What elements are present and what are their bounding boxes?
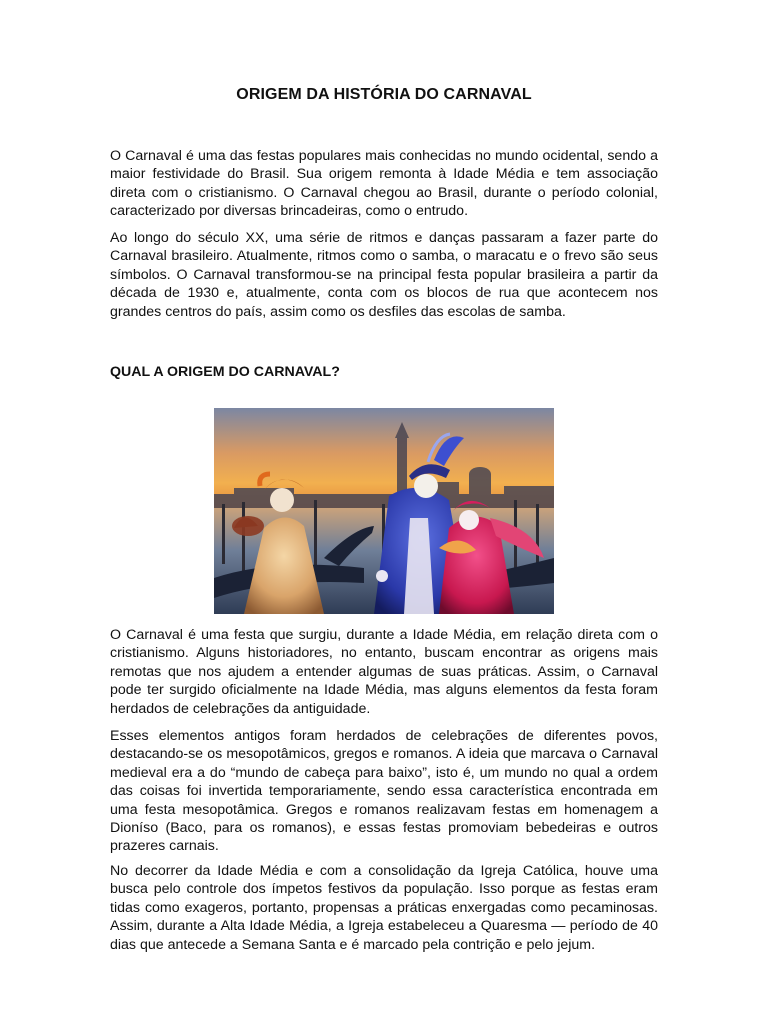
section-heading: QUAL A ORIGEM DO CARNAVAL?: [110, 364, 340, 380]
section-paragraph-2: Esses elementos antigos foram herdados de celebrações de diferentes povos, destacando-se os mesopotâmicos, gregos e romanos. A ideia que marcava o Carnaval medieval era a do “mundo de cabeça para baixo”, isto é, um mundo no qual a ordem das coisas foi invertida temporariamente, sendo essa característica encontrada em uma festa mesopotâmica. Gregos e romanos realizavam festas em homenagem a Dioníso (Baco, para os romanos), e essas festas promoviam bebedeiras e outros prazeres carnais.: [110, 728, 658, 855]
venice-carnival-photo: [214, 408, 554, 614]
intro-paragraph-2: Ao longo do século XX, uma série de ritmos e danças passaram a fazer parte do Carnaval brasileiro. Atualmente, ritmos como o samba, o maracatu e o frevo são seus símbolos. O Carnaval transformou-se na principal festa popular brasileira a partir da década de 1930 e, atualmente, conta com os blocos de rua que acontecem nos grandes centros do país, assim como os desfiles das escolas de samba.: [110, 230, 658, 320]
document-title: ORIGEM DA HISTÓRIA DO CARNAVAL: [236, 86, 532, 103]
intro-paragraph-1: O Carnaval é uma das festas populares mais conhecidas no mundo ocidental, sendo a maior festividade do Brasil. Sua origem remonta à Idade Média e tem associação direta com o cristianismo. O Carnaval chegou ao Brasil, durante o período colonial, caracterizado por diversas brincadeiras, como o entrudo.: [110, 148, 658, 220]
section-paragraph-3: No decorrer da Idade Média e com a consolidação da Igreja Católica, houve uma busca pelo controle dos ímpetos festivos da população. Isso porque as festas eram tidas como exageros, portanto, propensas a práticas enxergadas como pecaminosas. Assim, durante a Alta Idade Média, a Igreja estabeleceu a Quaresma — período de 40 dias que antecede a Semana Santa e é marcado pela contrição e pelo jejum.: [110, 863, 658, 953]
section-paragraph-1: O Carnaval é uma festa que surgiu, durante a Idade Média, em relação direta com o cristianismo. Alguns historiadores, no entanto, buscam encontrar as origens mais remotas que nos ajudem a entender algumas de suas práticas. Assim, o Carnaval pode ter surgido oficialmente na Idade Média, mas alguns elementos da festa foram herdados de celebrações da antiguidade.: [110, 627, 658, 717]
